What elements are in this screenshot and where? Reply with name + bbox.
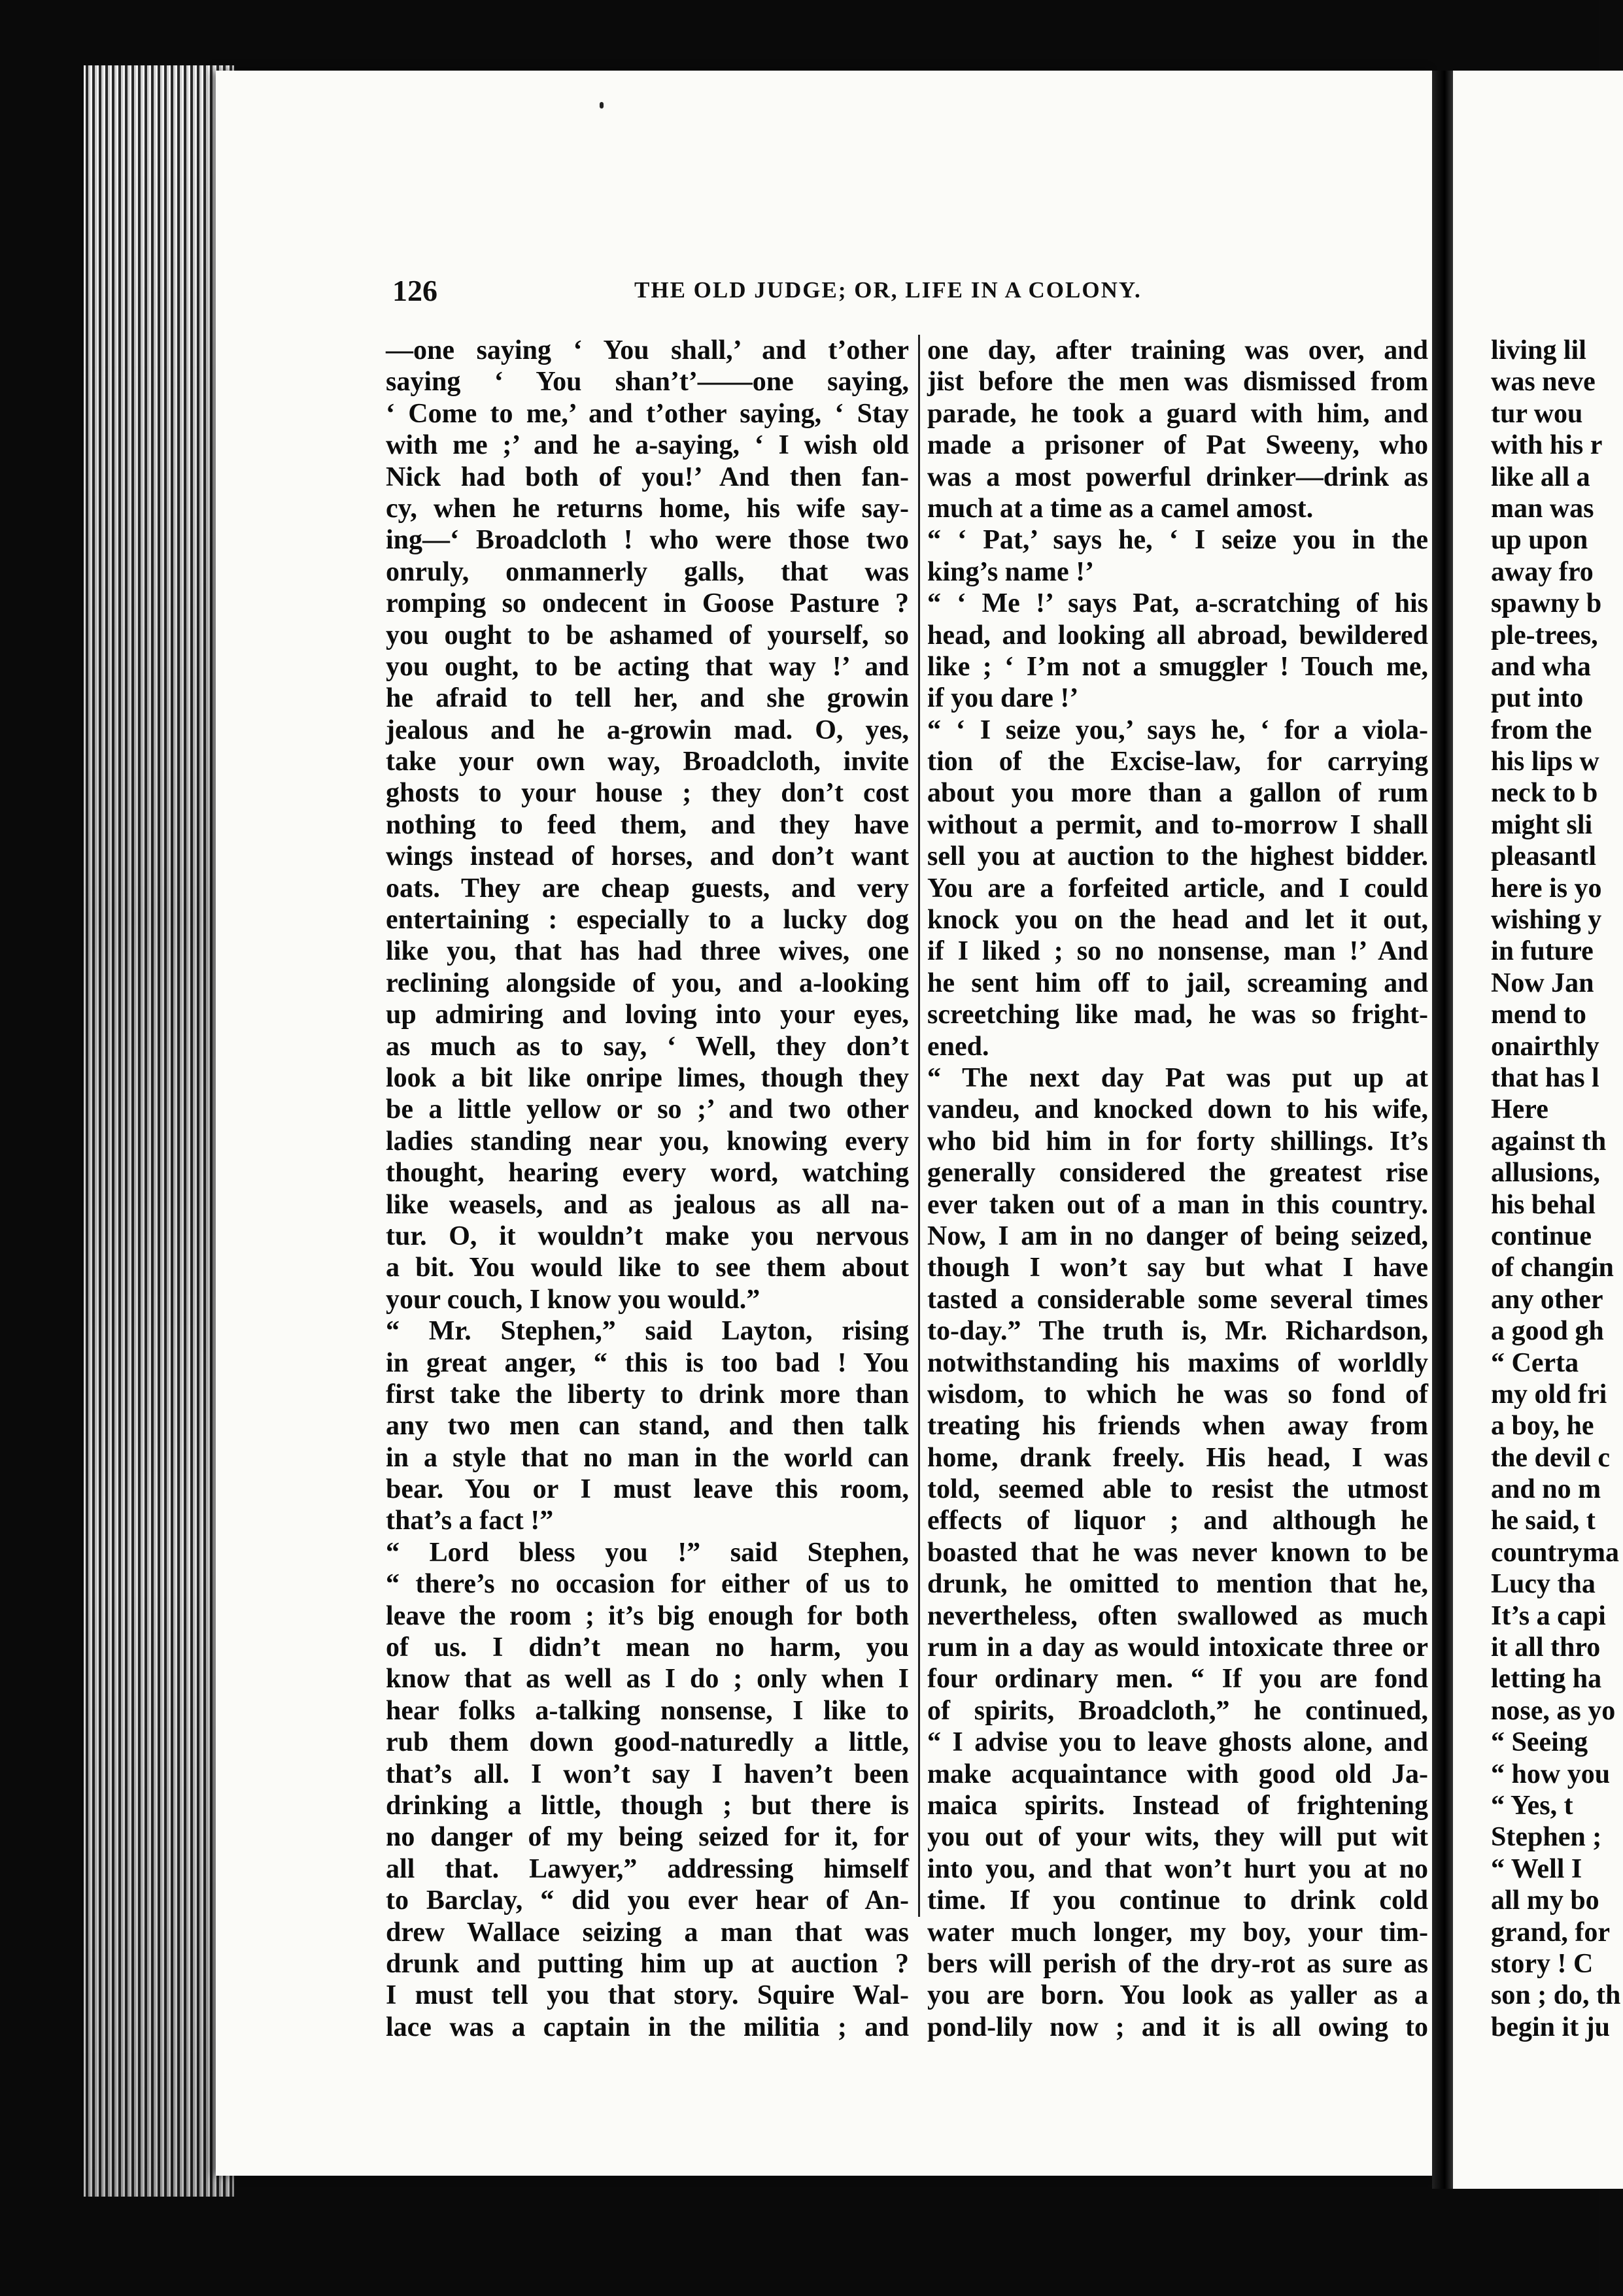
text-line: “ Seeing [1491, 1727, 1588, 1758]
text-line: ever taken out of a man in this country. [927, 1189, 1428, 1220]
text-line: letting ha [1491, 1664, 1602, 1695]
text-line: his lips w [1491, 747, 1599, 777]
text-line: ple-trees, [1491, 620, 1598, 650]
text-line: ened. [927, 1031, 989, 1062]
text-line: all my bo [1491, 1885, 1599, 1916]
text-line: any other [1491, 1284, 1603, 1315]
text-line: head, and looking all abroad, bewildered [927, 620, 1428, 650]
text-line: neck to b [1491, 778, 1598, 809]
text-line: tur wou [1491, 398, 1583, 429]
column-rule [918, 335, 920, 1917]
text-line: first take the liberty to drink more than [386, 1379, 909, 1410]
text-line: nothing to feed them, and they have [386, 809, 909, 840]
text-line: put into [1491, 683, 1584, 714]
text-line: if you dare !’ [927, 683, 1079, 714]
text-line: effects of liquor ; and although he [927, 1506, 1428, 1536]
text-line: “ The next day Pat was put up at [927, 1062, 1428, 1093]
running-head [386, 273, 1210, 312]
text-line: rub them down good-naturedly a little, [386, 1727, 909, 1758]
text-line: no danger of my being seized for it, for [386, 1822, 909, 1853]
text-line: that has l [1491, 1062, 1599, 1093]
text-line: you ought to be ashamed of yourself, so [386, 620, 909, 650]
text-line: to-day.” The truth is, Mr. Richardson, [927, 1316, 1428, 1347]
text-line: boasted that he was never known to be [927, 1537, 1428, 1568]
text-line: bear. You or I must leave this room, [386, 1474, 909, 1505]
text-line: tasted a considerable some several times [927, 1284, 1428, 1315]
text-line: home, drank freely. His head, I was [927, 1442, 1428, 1473]
text-line: he said, t [1491, 1506, 1596, 1536]
text-line: drunk, he omitted to mention that he, [927, 1569, 1428, 1600]
text-line: ladies standing near you, knowing every [386, 1126, 909, 1156]
text-line: tion of the Excise-law, for carrying [927, 747, 1428, 777]
text-line: away fro [1491, 556, 1594, 587]
text-line: here is yo [1491, 873, 1602, 903]
text-line: look a bit like onripe limes, though they [386, 1062, 909, 1093]
text-line: much at a time as a camel amost. [927, 493, 1314, 524]
text-line: ghosts to your house ; they don’t cost [386, 778, 909, 809]
text-line: know that as well as I do ; only when I [386, 1664, 909, 1695]
text-line: vandeu, and knocked down to his wife, [927, 1094, 1428, 1125]
text-line: “ Yes, t [1491, 1790, 1573, 1821]
text-line: lace was a captain in the militia ; and [386, 2012, 909, 2042]
text-line: like you, that has had three wives, one [386, 936, 909, 967]
text-line: without a permit, and to-morrow I shall [927, 809, 1428, 840]
text-line: son ; do, th [1491, 1980, 1621, 2011]
text-line: that’s all. I won’t say I haven’t been [386, 1759, 909, 1789]
running-title: THE OLD JUDGE; OR, LIFE IN A COLONY. [634, 277, 1142, 303]
page-number: 126 [392, 274, 437, 307]
text-line: with his r [1491, 430, 1603, 461]
facing-page-text-column [1491, 335, 1622, 2043]
text-line: parade, he took a guard with him, and [927, 398, 1428, 429]
text-line: thought, hearing every word, watching [386, 1158, 909, 1189]
text-line: one day, after training was over, and [927, 335, 1428, 365]
text-line: though I won’t say but what I have [927, 1253, 1428, 1283]
text-line: “ how you [1491, 1759, 1611, 1789]
text-line: he sent him off to jail, screaming and [927, 968, 1428, 998]
text-line: begin it ju [1491, 2012, 1611, 2042]
text-line: he afraid to tell her, and she growin [386, 683, 909, 714]
text-line: notwithstanding his maxims of worldly [927, 1347, 1428, 1378]
text-line: like weasels, and as jealous as all na- [386, 1189, 909, 1220]
text-line: against th [1491, 1126, 1607, 1156]
text-line: oats. They are cheap guests, and very [386, 873, 909, 903]
text-line: make acquaintance with good old Ja- [927, 1759, 1428, 1789]
text-line: “ Lord bless you !” said Stephen, [386, 1537, 909, 1568]
text-line: of changin [1491, 1253, 1614, 1283]
text-line: king’s name !’ [927, 556, 1095, 587]
text-line: onruly, onmannerly galls, that was [386, 556, 909, 587]
text-line: pond-lily now ; and it is all owing to [927, 2012, 1428, 2042]
text-line: spawny b [1491, 588, 1602, 619]
text-line: you are born. You look as yaller as a [927, 1980, 1428, 2011]
text-line: ing—‘ Broadcloth ! who were those two [386, 525, 909, 556]
text-line: reclining alongside of you, and a-looking [386, 968, 909, 998]
text-line: drinking a little, though ; but there is [386, 1790, 909, 1821]
book-page-edges [84, 65, 234, 2197]
text-line: your couch, I know you would.” [386, 1284, 760, 1315]
text-line: pleasantl [1491, 841, 1597, 872]
text-line: his behal [1491, 1189, 1596, 1220]
text-line: “ there’s no occasion for either of us to [386, 1569, 909, 1600]
text-line: “ ‘ Me !’ says Pat, a-scratching of his [927, 588, 1428, 619]
text-line: allusions, [1491, 1158, 1600, 1189]
text-line: up admiring and loving into your eyes, [386, 1000, 909, 1030]
text-line: “ Well I [1491, 1853, 1582, 1884]
text-line: “ I advise you to leave ghosts alone, and [927, 1727, 1428, 1758]
text-line: sell you at auction to the highest bidder. [927, 841, 1428, 872]
text-line: nevertheless, often swallowed as much [927, 1600, 1428, 1631]
text-line: maica spirits. Instead of frightening [927, 1790, 1428, 1821]
ink-speck [600, 102, 604, 109]
text-line: a bit. You would like to see them about [386, 1253, 909, 1283]
text-line: onairthly [1491, 1031, 1599, 1062]
text-line: Stephen ; [1491, 1822, 1602, 1853]
text-line: my old fri [1491, 1379, 1607, 1410]
text-line: like all a [1491, 462, 1590, 492]
text-line: into you, and that won’t hurt you at no [927, 1853, 1428, 1884]
text-line: that’s a fact !” [386, 1506, 554, 1536]
text-line: about you more than a gallon of rum [927, 778, 1428, 809]
text-line: grand, for [1491, 1917, 1610, 1948]
text-line: of spirits, Broadcloth,” he continued, [927, 1695, 1428, 1726]
text-line: you out of your wits, they will put wit [927, 1822, 1428, 1853]
text-line: treating his friends when away from [927, 1411, 1428, 1442]
text-line: might sli [1491, 809, 1593, 840]
text-line: saying ‘ You shan’t’——one saying, [386, 367, 909, 397]
text-line: I must tell you that story. Squire Wal- [386, 1980, 909, 2011]
text-line: “ ‘ I seize you,’ says he, ‘ for a viola- [927, 715, 1428, 745]
text-line: romping so ondecent in Goose Pasture ? [386, 588, 909, 619]
text-line: Now, I am in no danger of being seized, [927, 1221, 1428, 1251]
text-line: any two men can stand, and then talk [386, 1411, 909, 1442]
text-line: knock you on the head and let it out, [927, 905, 1428, 936]
text-line: nose, as yo [1491, 1695, 1616, 1726]
text-line: —one saying ‘ You shall,’ and t’other [386, 335, 909, 365]
text-line: “ Certa [1491, 1347, 1579, 1378]
text-line: You are a forfeited article, and I could [927, 873, 1428, 903]
text-line: a good gh [1491, 1316, 1604, 1347]
text-line: story ! C [1491, 1948, 1594, 1979]
text-line: Here [1491, 1094, 1548, 1125]
text-line: bers will perish of the dry-rot as sure as [927, 1948, 1428, 1979]
text-line: and no m [1491, 1474, 1601, 1505]
text-line: and wha [1491, 651, 1591, 682]
text-column-right [927, 335, 1428, 2043]
text-line: jealous and he a-growin mad. O, yes, [386, 715, 909, 745]
text-line: wings instead of horses, and don’t want [386, 841, 909, 872]
text-line: “ ‘ Pat,’ says he, ‘ I seize you in the [927, 525, 1428, 556]
text-line: drew Wallace seizing a man that was [386, 1917, 909, 1948]
text-line: four ordinary men. “ If you are fond [927, 1664, 1428, 1695]
text-line: who bid him in for forty shillings. It’s [927, 1126, 1428, 1156]
text-line: wisdom, to which he was so fond of [927, 1379, 1428, 1410]
text-line: in a style that no man in the world can [386, 1442, 909, 1473]
text-line: water much longer, my boy, your tim- [927, 1917, 1428, 1948]
text-line: tur. O, it wouldn’t make you nervous [386, 1221, 909, 1251]
text-line: countryma [1491, 1537, 1619, 1568]
text-line: continue [1491, 1221, 1592, 1251]
text-line: man was [1491, 493, 1594, 524]
text-line: drunk and putting him up at auction ? [386, 1948, 909, 1979]
text-line: living lil [1491, 335, 1586, 365]
page-gutter [1432, 71, 1453, 2189]
text-line: of us. I didn’t mean no harm, you [386, 1632, 909, 1663]
text-line: generally considered the greatest rise [927, 1158, 1428, 1189]
text-line: you ought, to be acting that way !’ and [386, 651, 909, 682]
text-line: Lucy tha [1491, 1569, 1596, 1600]
text-line: cy, when he returns home, his wife say- [386, 493, 909, 524]
text-line: if I liked ; so no nonsense, man !’ And [927, 936, 1428, 967]
text-line: Now Jan [1491, 968, 1594, 998]
text-line: was a most powerful drinker—drink as [927, 462, 1428, 492]
text-line: Nick had both of you!’ And then fan- [386, 462, 909, 492]
text-line: leave the room ; it’s big enough for both [386, 1600, 909, 1631]
text-line: up upon [1491, 525, 1588, 556]
text-line: it all thro [1491, 1632, 1601, 1663]
text-line: was neve [1491, 367, 1596, 397]
text-line: all that. Lawyer,” addressing himself [386, 1853, 909, 1884]
text-line: told, seemed able to resist the utmost [927, 1474, 1428, 1505]
text-line: rum in a day as would intoxicate three or [927, 1632, 1428, 1663]
text-column-left [386, 335, 909, 2043]
text-line: like ; ‘ I’m not a smuggler ! Touch me, [927, 651, 1428, 682]
text-line: take your own way, Broadcloth, invite [386, 747, 909, 777]
text-line: be a little yellow or so ;’ and two other [386, 1094, 909, 1125]
text-line: made a prisoner of Pat Sweeny, who [927, 430, 1428, 461]
text-line: jist before the men was dismissed from [927, 367, 1428, 397]
text-line: It’s a capi [1491, 1600, 1606, 1631]
text-line: the devil c [1491, 1442, 1610, 1473]
text-line: “ Mr. Stephen,” said Layton, rising [386, 1316, 909, 1347]
text-line: hear folks a-talking nonsense, I like to [386, 1695, 909, 1726]
text-line: from the [1491, 715, 1592, 745]
text-line: in future [1491, 936, 1594, 967]
text-line: as much as to say, ‘ Well, they don’t [386, 1031, 909, 1062]
text-line: mend to [1491, 1000, 1586, 1030]
text-line: ‘ Come to me,’ and t’other saying, ‘ Stay [386, 398, 909, 429]
text-line: in great anger, “ this is too bad ! You [386, 1347, 909, 1378]
text-line: a boy, he [1491, 1411, 1594, 1442]
text-line: entertaining : especially to a lucky dog [386, 905, 909, 936]
text-line: screetching like mad, he was so fright- [927, 1000, 1428, 1030]
text-line: with me ;’ and he a-saying, ‘ I wish old [386, 430, 909, 461]
text-line: time. If you continue to drink cold [927, 1885, 1428, 1916]
text-line: wishing y [1491, 905, 1602, 936]
text-line: to Barclay, “ did you ever hear of An- [386, 1885, 909, 1916]
